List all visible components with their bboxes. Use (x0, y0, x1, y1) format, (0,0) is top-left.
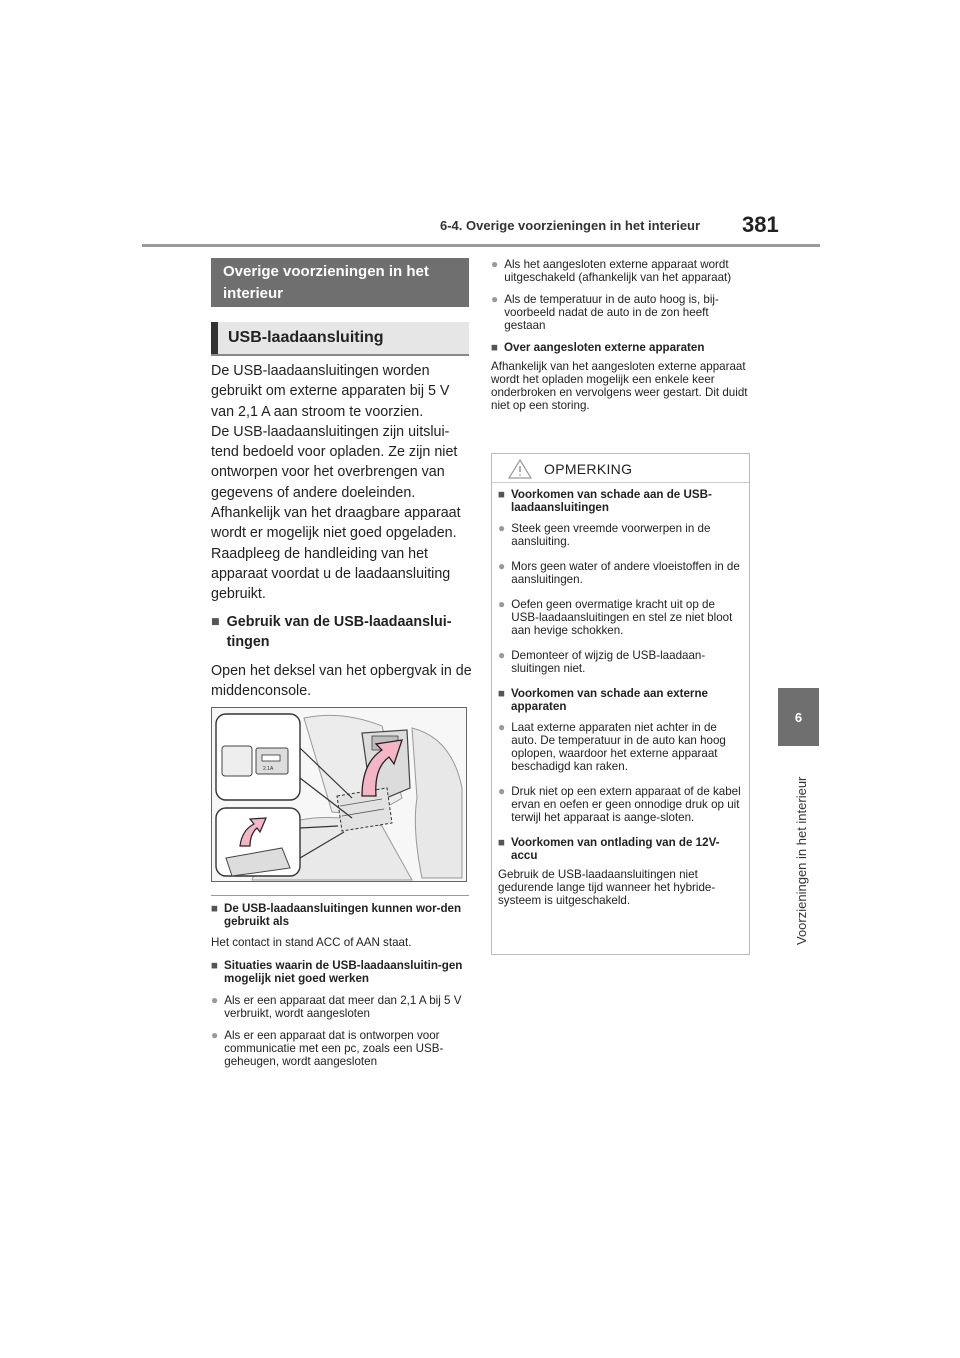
warning-triangle-icon (508, 459, 532, 479)
notice-heading-3 (498, 836, 742, 862)
square-bullet-icon: ■ (211, 959, 219, 972)
port-label: 2.1A (263, 766, 274, 772)
notice-bullet-3 (498, 598, 742, 637)
note-bullet-3-text: Als het aangesloten externe apparaat wordt uitgeschakeld (afhankelijk van het apparaat) (504, 258, 732, 284)
notice-bullet-2 (498, 560, 742, 586)
notice-bullet-4-text: Demonteer of wijzig de USB-laadaan-sluitingen niet. (511, 649, 706, 675)
circle-bullet-icon: ● (498, 648, 506, 662)
note-bullet-4-text: Als de temperatuur in de auto hoog is, bij-voorbeeld nadat de auto in de zon heeft gestaan (504, 293, 719, 332)
console-illustration (211, 707, 467, 882)
notice-bullet-3-text: Oefen geen overmatige kracht uit op de USB-laadaansluitingen en stel ze niet bloot aan hevige schokken. (511, 598, 733, 637)
subsection-banner: USB-laadaansluiting (211, 322, 469, 354)
note-text-3: Afhankelijk van het aangesloten externe apparaat wordt het opladen mogelijk een enkele keer onderbroken en vervolgens weer gestart. Dit duidt niet op een storing. (491, 360, 748, 412)
circle-bullet-icon: ● (211, 1028, 219, 1042)
note-text-1: Het contact in stand ACC of AAN staat. (211, 936, 412, 949)
right-notes (491, 258, 753, 412)
left-notes (211, 902, 473, 1068)
notice-bullet-6-text: Druk niet op een extern apparaat of de kabel ervan en oefen er geen onnodige druk op uit terwijl het apparaat is aange-sloten. (511, 785, 741, 824)
header-rule (142, 244, 820, 247)
usage-heading (211, 612, 473, 653)
notice-bullet-5-text: Laat externe apparaten niet achter in de auto. De temperatuur in de auto kan hoog oplopen, waardoor het externe apparaat beschadigd kan raken. (511, 721, 726, 773)
note-bullet-1-text: Als er een apparaat dat meer dan 2,1 A bij 5 V verbruikt, wordt aangesloten (224, 994, 462, 1020)
section-banner: Overige voorzieningen in het interieur (211, 258, 469, 307)
notice-content (498, 488, 742, 907)
notice-bullet-4 (498, 649, 742, 675)
chapter-number: 6 (794, 709, 803, 725)
notice-heading-2-text: Voorkomen van schade aan externe apparaten (511, 687, 708, 713)
notice-rule (492, 482, 749, 483)
chapter-label (792, 760, 812, 945)
notice-bullet-1-text: Steek geen vreemde voorwerpen in de aansluiting. (511, 522, 711, 548)
notice-heading-1-text: Voorkomen van schade aan de USB-laadaansluitingen (511, 488, 712, 514)
notice-bullet-5 (498, 721, 742, 773)
notice-heading-3-text: Voorkomen van ontlading van de 12V-accu (511, 836, 720, 862)
intro-paragraph-3: Afhankelijk van het draagbare apparaat wordt er mogelijk niet goed opgeladen. Raadpleeg de handleiding van het apparaat voordat u de laadaansluiting gebruikt. (211, 505, 461, 603)
notice-heading-1 (498, 488, 742, 514)
intro-paragraph-1: De USB-laadaansluitingen worden gebruikt om externe apparaten bij 5 V van 2,1 A aan stroom te voorzien. (211, 363, 450, 420)
square-bullet-icon: ■ (498, 836, 506, 849)
circle-bullet-icon: ● (498, 720, 506, 734)
note-bullet-3 (491, 258, 753, 284)
square-bullet-icon: ■ (211, 614, 220, 630)
circle-bullet-icon: ● (491, 292, 499, 306)
chapter-tab (778, 688, 819, 746)
subsection-rule (211, 354, 469, 356)
notice-bullet-6 (498, 785, 742, 824)
square-bullet-icon: ■ (498, 687, 506, 700)
intro-text (211, 361, 473, 605)
note-heading-2-text: Situaties waarin de USB-laadaansluitin-gen mogelijk niet goed werken (224, 959, 463, 985)
note-heading-3-text: Over aangesloten externe apparaten (504, 341, 705, 354)
notice-bullet-2-text: Mors geen water of andere vloeistoffen in de aansluitingen. (511, 560, 740, 586)
page-number: 381 (742, 212, 779, 237)
notice-header (492, 454, 749, 482)
circle-bullet-icon: ● (491, 257, 499, 271)
square-bullet-icon: ■ (491, 341, 499, 354)
running-header: 6-4. Overige voorzieningen in het interieur (440, 218, 701, 233)
usage-section (211, 612, 473, 701)
chapter-label-text: Voorzieningen in het interieur (794, 776, 809, 945)
note-bullet-1 (211, 994, 473, 1020)
square-bullet-icon: ■ (498, 488, 506, 501)
notice-box (491, 453, 750, 955)
note-heading-2 (211, 959, 473, 985)
notice-heading-2 (498, 687, 742, 713)
usage-heading-text: Gebruik van de USB-laadaanslui-tingen (226, 614, 452, 651)
notice-title: OPMERKING (544, 461, 633, 477)
figure-rule (211, 895, 469, 896)
usage-text: Open het deksel van het opbergvak in de middenconsole. (211, 662, 472, 699)
intro-paragraph-2: De USB-laadaansluitingen zijn uitslui-tend bedoeld voor opladen. Ze zijn niet ontworpen voor het overbrengen van gegevens of andere doeleinden. (211, 423, 458, 501)
circle-bullet-icon: ● (498, 597, 506, 611)
console-drawing (212, 708, 466, 881)
notice-bullet-1 (498, 522, 742, 548)
note-bullet-2-text: Als er een apparaat dat is ontworpen voor communicatie met een pc, zoals een USB-geheugen, wordt aangesloten (224, 1029, 444, 1068)
circle-bullet-icon: ● (498, 559, 506, 573)
note-bullet-2 (211, 1029, 473, 1068)
note-bullet-4 (491, 293, 753, 332)
square-bullet-icon: ■ (211, 902, 219, 915)
circle-bullet-icon: ● (498, 521, 506, 535)
note-heading-1 (211, 902, 473, 928)
circle-bullet-icon: ● (498, 784, 506, 798)
note-heading-3 (491, 341, 753, 354)
circle-bullet-icon: ● (211, 993, 219, 1007)
note-heading-1-text: De USB-laadaansluitingen kunnen wor-den gebruikt als (224, 902, 462, 928)
notice-text-3: Gebruik de USB-laadaansluitingen niet gedurende lange tijd wanneer het hybride-systeem is uitgeschakeld. (498, 868, 716, 907)
